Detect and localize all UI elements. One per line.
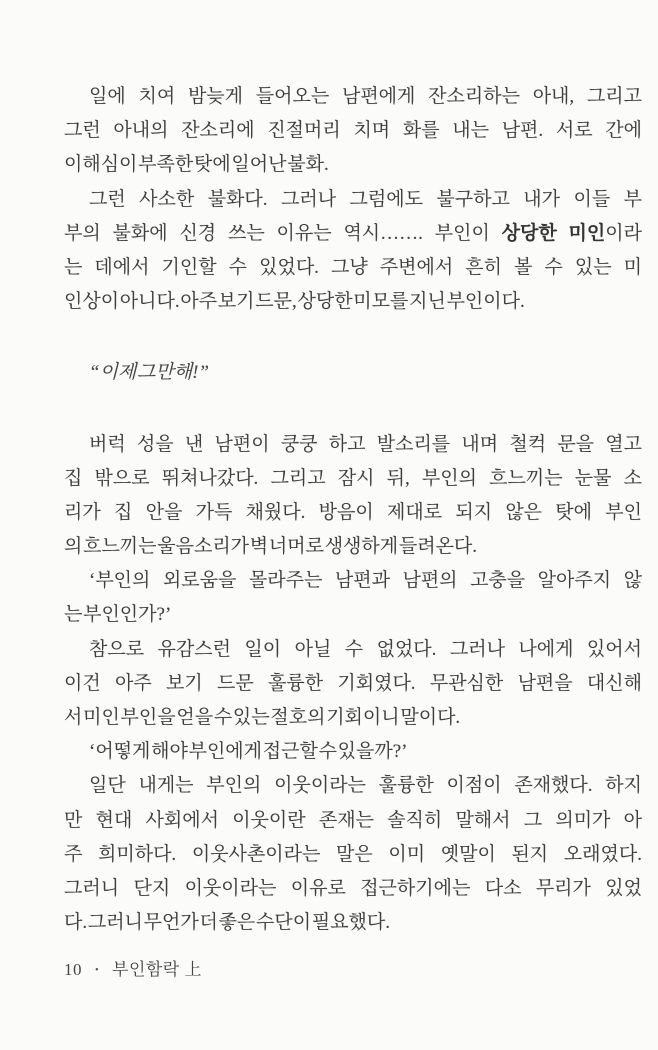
text-line: [64, 496, 642, 530]
page-footer: [64, 958, 642, 983]
text-line: [64, 872, 642, 906]
text-segment: 서 미인 부인을 얻을 수 있는 절호의 기회이니 말이다.: [64, 707, 461, 728]
text-line: [64, 633, 642, 667]
text-segment: 그런 사소한 불화다. 그러나 그럼에도 불구하고 내가 이들 부: [89, 188, 642, 210]
text-line: [64, 564, 642, 598]
text-segment: 일에 치여 밤늦게 들어오는 남편에게 잔소리하는 아내, 그리고: [89, 86, 642, 107]
text-segment: 이해심이 부족한 탓에 일어난 불화.: [64, 154, 329, 176]
bold-emphasis-text: 상당한 미인: [501, 222, 606, 244]
text-line: [64, 148, 642, 182]
text-segment: 는 부인인가?’: [64, 604, 172, 626]
text-segment: ‘어떻게 해야 부인에게 접근할 수 있을까?’: [89, 741, 408, 763]
text-segment: 참으로 유감스런 일이 아닐 수 없었다. 그러나 나에게 있어서: [89, 638, 642, 660]
text-line: [64, 735, 642, 769]
text-segment: 집 밖으로 뛰쳐나갔다. 그리고 잠시 뒤, 부인의 흐느끼는 눈물 소: [64, 467, 642, 489]
text-segment: 의 흐느끼는 울음소리가 벽 너머로 생생하게 들려온다.: [64, 536, 478, 558]
text-segment: 다. 그러니 무언가 더 좋은 수단이 필요했다.: [64, 912, 391, 934]
text-segment: 주 희미하다. 이웃사촌이라는 말은 이미 옛말이 된지 오래였다.: [64, 843, 642, 865]
dialogue-quote-line: [64, 356, 642, 390]
text-line: [64, 217, 642, 251]
page-number: 10: [64, 960, 82, 980]
text-line: [64, 667, 642, 701]
text-segment: 그러니 단지 이웃이라는 이유로 접근하기에는 다소 무리가 있었: [64, 877, 642, 899]
text-segment: 인상이 아니다. 아주 보기 드문, 상당한 미모를 지닌 부인이다.: [64, 291, 525, 313]
text-segment: 일단 내게는 부인의 이웃이라는 훌륭한 이점이 존재했다. 하지: [89, 775, 642, 797]
text-line: [64, 80, 642, 114]
text-line: [64, 804, 642, 838]
text-line: [64, 114, 642, 148]
text-segment: 는 데에서 기인할 수 있었다. 그냥 주변에서 흔히 볼 수 있는 미: [64, 256, 642, 278]
text-segment: 이건 아주 보기 드문 훌륭한 기회였다. 무관심한 남편을 대신해: [64, 672, 642, 694]
text-line: [64, 428, 642, 462]
text-line: [64, 251, 642, 285]
text-segment: 리가 집 안을 가득 채웠다. 방음이 제대로 되지 않은 탓에 부인: [64, 501, 642, 523]
text-line: [64, 285, 642, 319]
footer-bullet-icon: •: [95, 965, 100, 977]
text-segment: 이라: [605, 222, 642, 244]
text-segment: 버럭 성을 낸 남편이 쿵쿵 하고 발소리를 내며 철컥 문을 열고: [89, 433, 642, 455]
text-line: [64, 701, 642, 735]
page-text-block: [64, 80, 642, 940]
text-line: [64, 598, 642, 632]
text-segment: 만 현대 사회에서 이웃이란 존재는 솔직히 말해서 그 의미가 아: [64, 809, 642, 831]
text-line: [64, 462, 642, 496]
text-segment: ‘부인의 외로움을 몰라주는 남편과 남편의 고충을 알아주지 않: [89, 570, 642, 592]
text-line: [64, 530, 642, 564]
text-line: [64, 769, 642, 803]
book-title: 부인함락 上: [112, 960, 202, 980]
text-line: [64, 906, 642, 940]
text-segment: 부의 불화에 신경 쓰는 이유는 역시……. 부인이: [64, 222, 502, 244]
text-segment: “이제 그만해!”: [89, 362, 209, 384]
text-line: [64, 838, 642, 872]
text-segment: 그런 아내의 잔소리에 진절머리 치며 화를 내는 남편. 서로 간에: [64, 120, 642, 142]
text-line: [64, 183, 642, 217]
